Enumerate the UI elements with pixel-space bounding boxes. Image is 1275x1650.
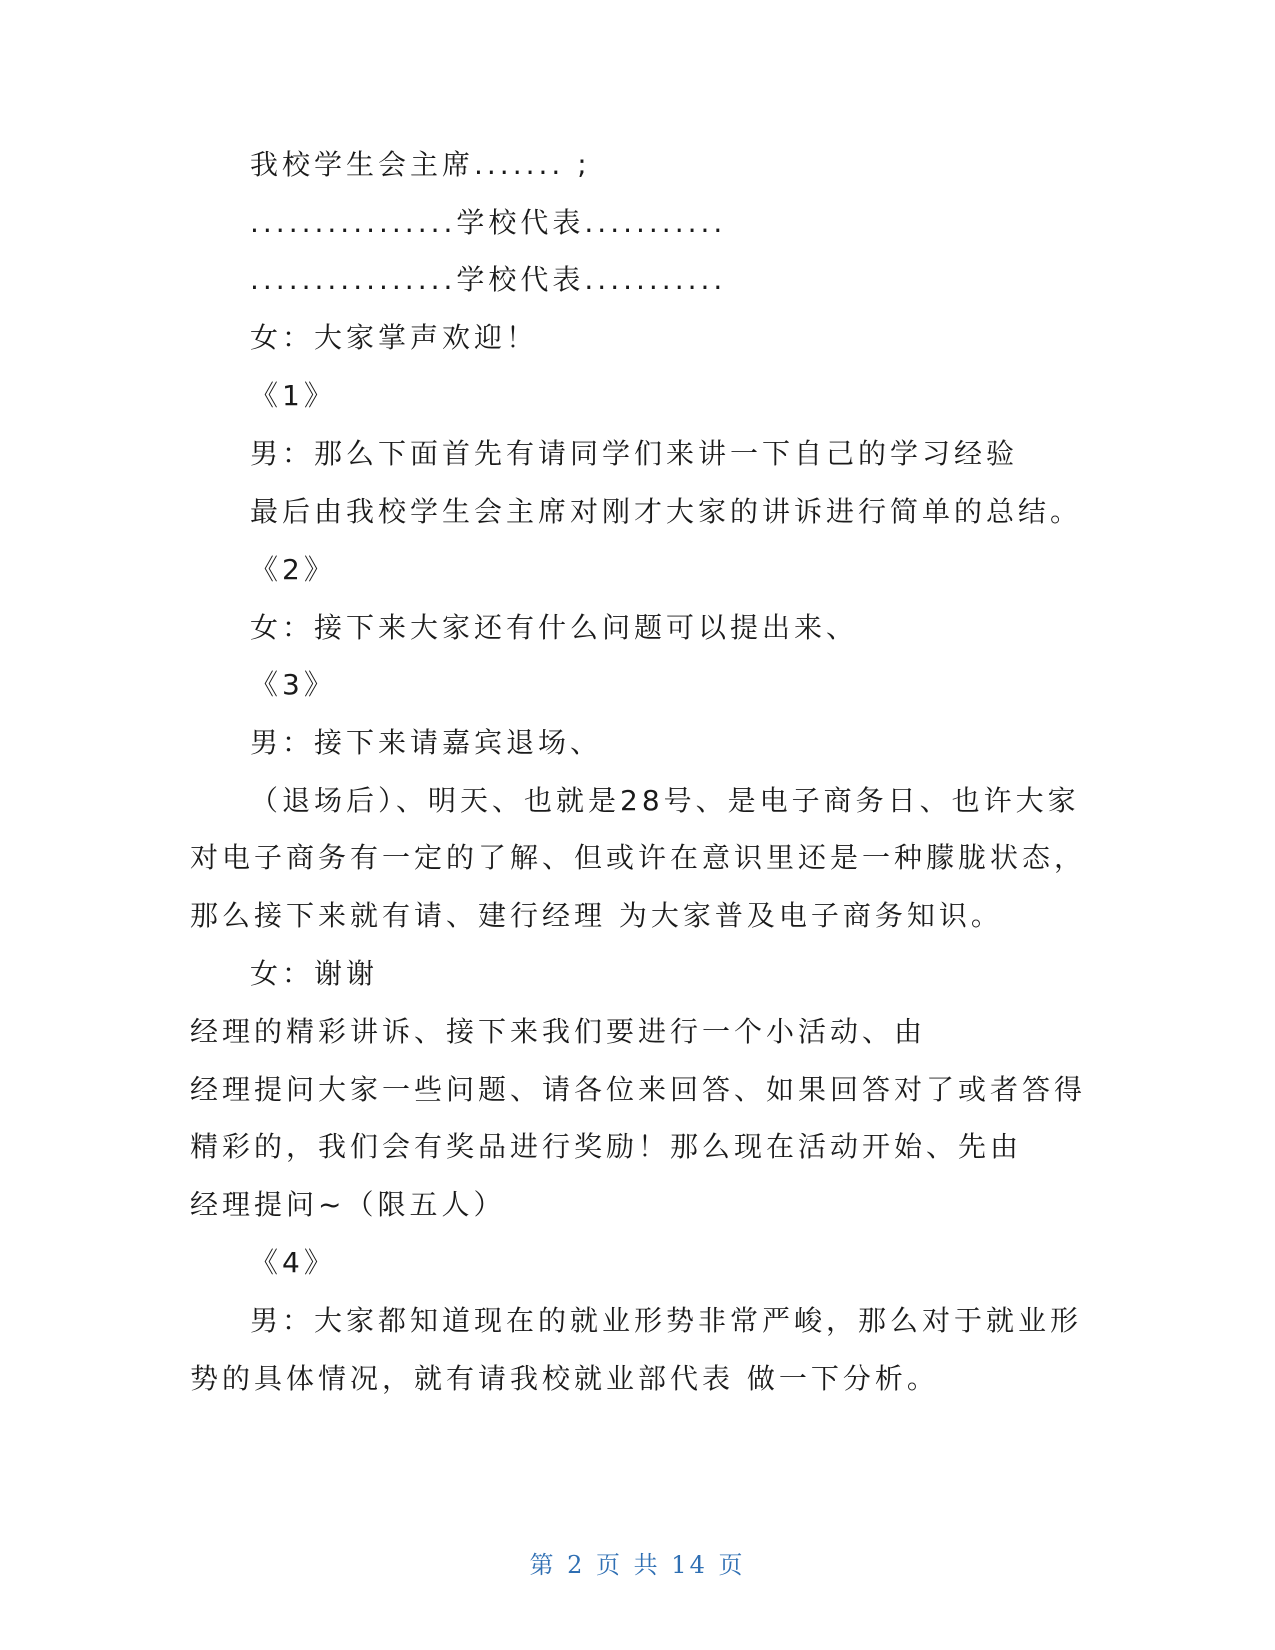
text-line: 男：大家都知道现在的就业形势非常严峻，那么对于就业形 [250,1304,1083,1337]
text-line: 经理的精彩讲诉、接下来我们要进行一个小活动、由 [190,1015,927,1048]
text-line: 那么接下来就有请、建行经理 为大家普及电子商务知识。 [190,899,1003,932]
text-line: ................学校代表........... [250,263,727,296]
text-line: 男：接下来请嘉宾退场、 [250,726,603,759]
text-line: 经理提问大家一些问题、请各位来回答、如果回答对了或者答得 [190,1073,1087,1106]
text-line: ................学校代表........... [250,206,727,239]
page-number-footer: 第 2 页 共 14 页 [529,1551,746,1579]
section-marker: 《4》 [250,1246,336,1279]
text-line: （退场后）、明天、也就是28号、是电子商务日、也许大家 [250,784,1080,817]
text-line: 经理提问~（限五人） [190,1188,506,1221]
text-line: 我校学生会主席....... ; [250,148,591,181]
text-line: 精彩的，我们会有奖品进行奖励！那么现在活动开始、先由 [190,1130,1023,1163]
section-marker: 《1》 [250,379,336,412]
text-line: 男：那么下面首先有请同学们来讲一下自己的学习经验 [250,437,1019,470]
text-line: 最后由我校学生会主席对刚才大家的讲诉进行简单的总结。 [250,495,1083,528]
text-line: 女：大家掌声欢迎！ [250,321,539,354]
section-marker: 《3》 [250,668,336,701]
section-marker: 《2》 [250,553,336,586]
text-line: 女：接下来大家还有什么问题可以提出来、 [250,611,859,644]
text-line: 对电子商务有一定的了解、但或许在意识里还是一种朦胧状态， [190,841,1087,874]
text-line: 女：谢谢 [250,957,379,990]
text-line: 势的具体情况，就有请我校就业部代表 做一下分析。 [190,1362,939,1395]
